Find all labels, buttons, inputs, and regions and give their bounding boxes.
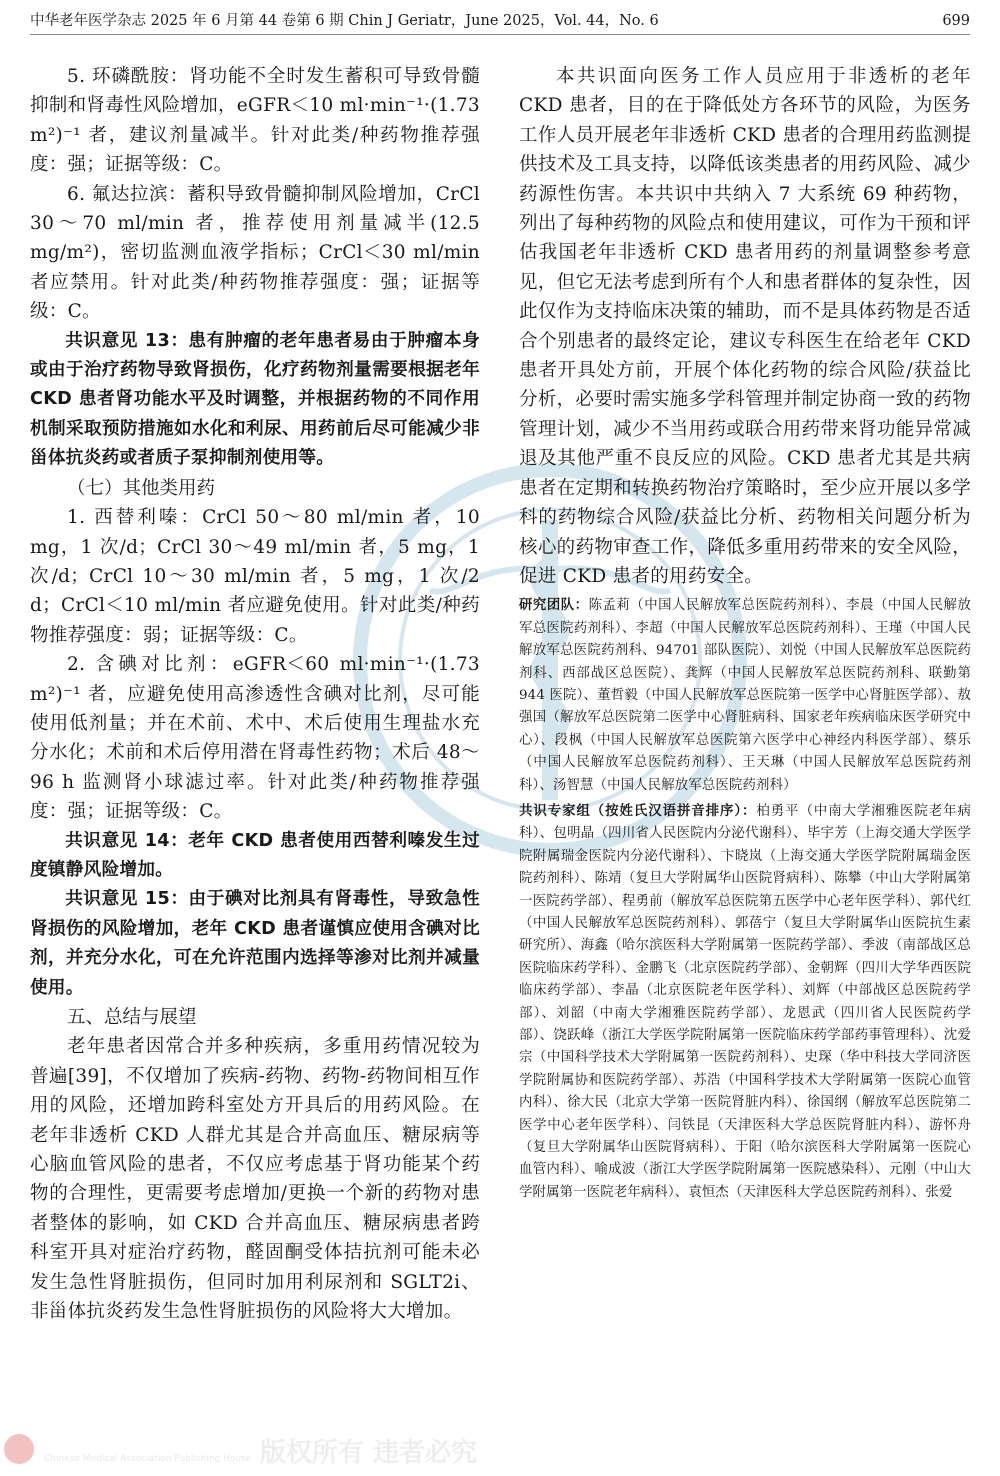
conclusion-paragraph: 本共识面向医务工作人员应用于非透析的老年 CKD 患者，目的在于降低处方各环节的风险，为医务工作人员开展老年非透析 CKD 患者的合理用药监测提供技术及工具支持，以降低该类患者的用药风险、减少药源性伤害。本共识中共纳入 7 大系统 69 种药物，列出了每种药物的风险点和使用建议，可作为干预和评估我国老年非透析 CKD 患者用药的剂量调整参考意见，但它无法考虑到所有个人和患者群体的复杂性，因此仅作为支持临床决策的辅助，而不是具体药物是否适合个别患者的最终定论，建议专科医生在给老年 CKD 患者开具处方前，开展个体化药物的综合风险/获益比分析，必要时需实施多学科管理并制定协商一致的药物管理计划，减少不当用药或联合用药带来肾功能异常减退及其他严重不良反应的风险。CKD 患者尤其是共病患者在定期和转换药物治疗策略时，至少应开展以多学科的药物综合风险/获益比分析、药物相关问题分析为核心的药物审查工作，降低多重用药带来的安全风险，促进 CKD 患者的用药安全。 (519, 66, 971, 587)
research-team (519, 595, 971, 797)
research-team-members: 陈孟莉（中国人民解放军总医院药剂科）、李晨（中国人民解放军总医院药剂科）、李超（中国人民解放军总医院药剂科）、王瑾（中国人民解放军总医院药剂科、94701 部队医院）、刘悦（中国人民解放军总医院药剂科、西部战区总医院）、龚辉（中国人民解放军总医院药剂科、联勤第 944 医院）、董哲毅（中国人民解放军总医院第一医学中心肾脏医学部）、敖强国（解放军总医院第二医学中心肾脏病科、国家老年疾病临床医学研究中心）、段枫（中国人民解放军总医院第六医学中心神经内科医学部）、蔡乐（中国人民解放军总医院药剂科）、王天琳（中国人民解放军总医院药剂科）、汤智慧（中国人民解放军总医院药剂科） (519, 598, 972, 793)
publisher-english-name: Chinese Medical Association Publishing House (44, 1454, 252, 1464)
copyright-notice: 版权所有 违者必究 (260, 1438, 478, 1468)
publisher-logo-icon (4, 1434, 34, 1464)
running-header (30, 8, 970, 35)
research-team-label: 研究团队： (519, 598, 589, 614)
consensus-14: 共识意见 14：老年 CKD 患者使用西替利嗪发生过度镇静风险增加。 (30, 830, 480, 880)
item-iodinated-contrast: 2. 含碘对比剂：eGFR＜60 ml·min⁻¹·(1.73 m²)⁻¹ 者，应避免使用高渗透性含碘对比剂，尽可能使用低剂量；并在术前、术中、术后使用生理盐水充分水化；术前和术后停用潜在肾毒性药物；术后 48～96 h 监测肾小球滤过率。针对此类/种药物推荐强度：强；证据等级：C。 (30, 654, 480, 823)
item-cetirizine: 1. 西替利嗪：CrCl 50～80 ml/min 者，10 mg，1 次/d；CrCl 30～49 ml/min 者，5 mg，1 次/d；CrCl 10～30 ml/min 者，5 mg，1 次/2 d；CrCl＜10 ml/min 者应避免使用。针对此类/种药物推荐强度：弱；证据等级：C。 (30, 507, 480, 646)
publisher-logo (0, 1428, 520, 1476)
summary-paragraph: 老年患者因常合并多种疾病，多重用药情况较为普遍[39]，不仅增加了疾病-药物、药物-药物间相互作用的风险，还增加跨科室处方开具后的用药风险。在老年非透析 CKD 人群尤其是合并高血压、糖尿病等心脑血管风险的患者，不仅应考虑基于肾功能某个药物的合理性，更需要考虑增加/更换一个新的药物对患者整体的影响，如 CKD 合并高血压、糖尿病患者跨科室开具对症治疗药物，醛固酮受体拮抗剂可能未必发生急性肾脏损伤，但同时加用利尿剂和 SGLT2i、非甾体抗炎药发生急性肾脏损伤的风险将大大增加。 (30, 1036, 480, 1323)
consensus-15: 共识意见 15：由于碘对比剂具有肾毒性，导致急性肾损伤的风险增加，老年 CKD 患者谨慎应使用含碘对比剂，并充分水化，可在允许范围内选择等渗对比剂并减量使用。 (30, 889, 480, 998)
consensus-13: 共识意见 13：患有肿瘤的老年患者易由于肿瘤本身或由于治疗药物导致肾损伤，化疗药物剂量需要根据老年 CKD 患者肾功能水平及时调整，并根据药物的不同作用机制采取预防措施如水化和利尿、用药前后尽可能减少非甾体抗炎药或者质子泵抑制剂使用等。 (30, 330, 480, 469)
page-number: 699 (942, 13, 970, 29)
item-cyclophosphamide: 5. 环磷酰胺：肾功能不全时发生蓄积可导致骨髓抑制和肾毒性风险增加，eGFR＜10 ml·min⁻¹·(1.73 m²)⁻¹ 者，建议剂量减半。针对此类/种药物推荐强度：强；证据等级：C。 (30, 66, 480, 176)
expert-group-members: 柏勇平（中南大学湘雅医院老年病科）、包明晶（四川省人民医院内分泌代谢科）、毕宇芳（上海交通大学医学院附属瑞金医院内分泌代谢科）、卞晓岚（上海交通大学医学院附属瑞金医院药剂科）、陈靖（复旦大学附属华山医院肾病科）、陈攀（中山大学附属第一医院药学部）、程勇前（解放军总医院第五医学中心老年医学科）、郭代红（中国人民解放军总医院药剂科）、郭蓓宁（复旦大学附属华山医院抗生素研究所）、海鑫（哈尔滨医科大学附属第一医院药学部）、季波（南部战区总医院临床药学科）、金鹏飞（北京医院药学部）、金朝辉（四川大学华西医院临床药学部）、李晶（北京医院老年医学科）、刘辉（中部战区总医院药学部）、刘韶（中南大学湘雅医院药学部）、龙恩武（四川省人民医院药学部）、饶跃峰（浙江大学医学院附属第一医院临床药学部药事管理科）、沈爱宗（中国科学技术大学附属第一医院药剂科）、史琛（华中科技大学同济医学院附属协和医院药学部）、苏浩（中国科学技术大学附属第一医院心血管内科）、徐大民（北京大学第一医院肾脏内科）、徐国纲（解放军总医院第二医学中心老年医学科）、闫铁昆（天津医科大学总医院肾脏内科）、游怀舟（复旦大学附属华山医院肾病科）、于阳（哈尔滨医科大学附属第一医院心血管内科）、喻成波（浙江大学医学院附属第一医院感染科）、元刚（中山大学附属第一医院老年病科）、袁恒杰（天津医科大学总医院药剂科）、张爱 (519, 803, 971, 1200)
expert-group (519, 801, 971, 1204)
expert-group-label: 共识专家组（按姓氏汉语拼音排序）： (519, 803, 757, 819)
item-fludarabine: 6. 氟达拉滨：蓄积导致骨髓抑制风险增加，CrCl 30～70 ml/min 者，推荐使用剂量减半(12.5 mg/m²)，密切监测血液学指标；CrCl＜30 ml/min 者应禁用。针对此类/种药物推荐强度：强；证据等级：C。 (30, 183, 480, 323)
left-column (30, 62, 480, 1326)
section-heading-summary: 五、总结与展望 (67, 1007, 197, 1028)
journal-citation: 中华老年医学杂志 2025 年 6 月第 44 卷第 6 期 Chin J Geriatr，June 2025，Vol. 44，No. 6 (30, 13, 659, 29)
right-column (519, 62, 971, 1204)
section-heading-other-drugs: （七）其他类用药 (67, 477, 216, 499)
